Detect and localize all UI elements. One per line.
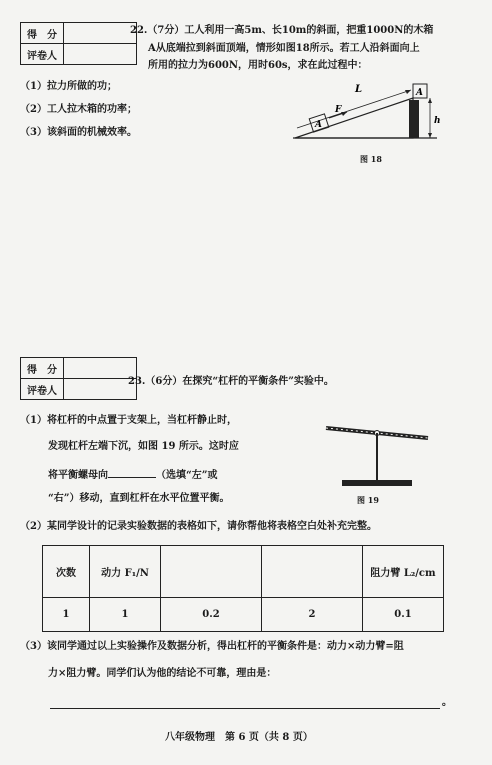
header-arm2: 阻力臂 L₂/cm (363, 546, 444, 598)
q22-sub1: （1）拉力所做的功； (20, 81, 117, 92)
q22-sub3: （3）该斜面的机械效率。 (20, 127, 137, 138)
score-label: 得 分 (21, 358, 64, 379)
data-table (42, 545, 444, 632)
q23-p1-line4: “右”）移动，直到杠杆在水平位置平衡。 (48, 493, 230, 504)
q23-p1-line1: （1）将杠杆的中点置于支架上，当杠杆静止时， (20, 415, 237, 426)
incline-figure (285, 78, 445, 148)
q23-p3-line1: （3）该同学通过以上实验操作及数据分析，得出杠杆的平衡条件是：动力×动力臂=阻 (20, 641, 404, 652)
q23-p1-line3 (48, 468, 218, 481)
label-F: F (335, 105, 342, 115)
figure-18-caption: 图 18 (360, 154, 382, 164)
label-h: h (434, 116, 441, 126)
score-cell[interactable] (64, 23, 137, 44)
q23-title: 23.（6分）在探究“杠杆的平衡条件”实验中。 (128, 376, 334, 387)
score-cell[interactable] (64, 358, 137, 379)
q22-sub2: （2）工人拉木箱的功率； (20, 104, 137, 115)
header-count: 次数 (43, 546, 90, 598)
q23-p2: （2）某同学设计的记录实验数据的表格如下，请你帮他将表格空白处补充完整。 (20, 521, 377, 532)
q23-p1-line3b: （选填“左”或 (156, 470, 218, 481)
label-A-bottom: A (315, 120, 322, 130)
page-footer: 八年级物理 第 6 页（共 8 页） (165, 732, 313, 743)
reviewer-label: 评卷人 (21, 379, 64, 400)
table-cell: 0.2 (161, 598, 262, 632)
table-cell: 1 (43, 598, 90, 632)
reviewer-cell[interactable] (64, 379, 137, 400)
label-A-top: A (416, 88, 423, 98)
lever-figure (318, 418, 438, 490)
q23-p3-line2: 力×阻力臂。同学们认为他的结论不可靠，理由是： (48, 668, 277, 679)
q22-line2: A从底端拉到斜面顶端，情形如图18所示。若工人沿斜面向上 (148, 43, 420, 54)
score-box-22 (20, 22, 137, 65)
score-label: 得 分 (21, 23, 64, 44)
table-cell: 0.1 (363, 598, 444, 632)
reviewer-label: 评卷人 (21, 44, 64, 65)
header-blank-1[interactable] (161, 546, 262, 598)
q22-line3: 所用的拉力为600N，用时60s，求在此过程中： (148, 60, 368, 71)
q23-p1-line2: 发现杠杆左端下沉，如图 19 所示。这时应 (48, 441, 239, 452)
q22-line1: 22.（7分）工人利用一高5m、长10m的斜面，把重1000N的木箱 (130, 25, 434, 36)
q23-p1-line3a: 将平衡螺母向 (48, 470, 108, 481)
table-cell: 1 (90, 598, 161, 632)
label-L: L (355, 84, 363, 95)
table-cell: 2 (262, 598, 363, 632)
figure-19-caption: 图 19 (357, 495, 379, 505)
header-blank-2[interactable] (262, 546, 363, 598)
reviewer-cell[interactable] (64, 44, 137, 65)
answer-blank-direction[interactable] (108, 468, 156, 478)
answer-line[interactable] (50, 708, 440, 709)
end-mark: 。 (442, 697, 452, 708)
score-box-23 (20, 357, 137, 400)
header-force1: 动力 F₁/N (90, 546, 161, 598)
